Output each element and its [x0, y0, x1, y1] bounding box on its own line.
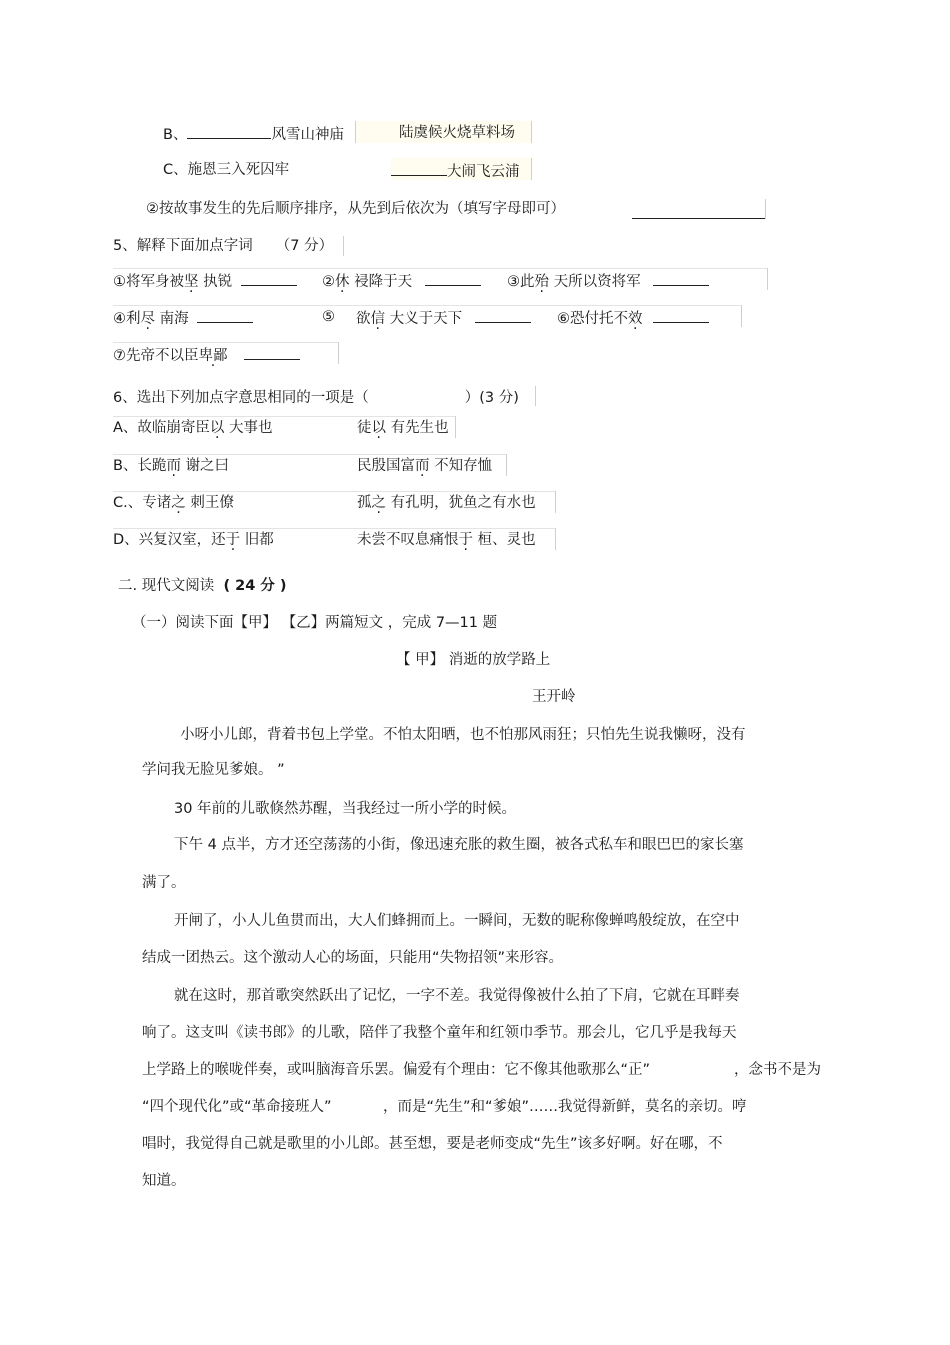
q5-item-1: ①将军身被坚 执锐: [113, 270, 297, 292]
section-title: 二. 现代文阅读 ( 24 分 ): [118, 578, 287, 594]
option-text: 施恩三入死囚牢: [187, 162, 290, 178]
table-border: [555, 528, 556, 550]
article-author: 王开岭: [532, 689, 576, 705]
q6-option-d: D、兴复汉室，还于 旧都: [113, 532, 274, 548]
table-border: [113, 305, 741, 306]
table-border: [113, 528, 555, 529]
q4-option-c: [163, 160, 289, 180]
q6-option-c-right: 孤之 有孔明，犹鱼之有水也: [357, 495, 536, 511]
q5-item-3: ③此殆 天所以资将军: [507, 270, 709, 292]
table-border: [531, 121, 532, 143]
article-paragraph: 响了。这支叫《读书郎》的儿歌，陪伴了我整个童年和红领巾季节。那会儿，它几乎是我每天: [142, 1025, 737, 1041]
article-paragraph: 下午 4 点半，方才还空荡荡的小街，像迅速充胀的救生圈，被各式私车和眼巴巴的家长塞: [174, 837, 744, 853]
q4-option-b-right: 陆虞候火烧草料场: [399, 125, 515, 141]
answer-blank[interactable]: [475, 307, 531, 323]
q6-option-a: A、故临崩寄臣以 大事也: [113, 420, 273, 436]
answer-blank[interactable]: [653, 270, 709, 286]
article-paragraph: 小呀小儿郎，背着书包上学堂。不怕太阳晒，也不怕那风雨狂；只怕先生说我懒呀，没有: [180, 727, 746, 743]
answer-blank[interactable]: [369, 386, 465, 402]
article-paragraph: 唱时，我觉得自己就是歌里的小儿郎。甚至想，要是老师变成“先生”该多好啊。好在哪，不: [142, 1136, 723, 1152]
q6-option-b: B、长跪而 谢之曰: [113, 458, 230, 474]
option-label: B、: [163, 127, 188, 143]
article-paragraph: 上学路上的喉咙伴奏，或叫脑海音乐罢。偏爱有个理由：它不像其他歌那么“正”: [142, 1062, 651, 1078]
article-title: 【 甲】 消逝的放学路上: [396, 652, 551, 668]
option-label: C、: [163, 162, 188, 178]
answer-blank[interactable]: [187, 123, 271, 139]
table-border: [113, 454, 506, 455]
table-border: [767, 268, 768, 290]
table-border: [113, 491, 555, 492]
q5-item-5-num: ⑤: [322, 309, 335, 325]
q5-item-4: ④利尽 南海: [113, 307, 253, 329]
table-border: [113, 268, 767, 269]
answer-blank[interactable]: [653, 307, 709, 323]
table-border: [535, 386, 536, 406]
article-paragraph: 知道。: [142, 1173, 186, 1189]
q4-order-prompt: ②按故事发生的先后顺序排序，从先到后依次为（填写字母即可）: [146, 201, 565, 217]
answer-blank[interactable]: [391, 160, 447, 176]
article-paragraph: 就在这时，那首歌突然跃出了记忆，一字不差。我觉得像被什么拍了下肩，它就在耳畔奏: [174, 988, 740, 1004]
q6-option-a-right: 徒以 有先生也: [357, 420, 449, 436]
q5-item-7: ⑦先帝不以臣卑鄙: [113, 344, 300, 366]
section-instruction: （一）阅读下面【甲】 【乙】两篇短文 ，完成 7—11 题: [132, 615, 498, 631]
table-border: [355, 121, 356, 143]
article-paragraph: ，而是“先生”和“爹娘”……我觉得新鲜，莫名的亲切。哼: [383, 1099, 747, 1115]
q6-option-d-right: 未尝不叹息痛恨于 桓、灵也: [357, 532, 536, 548]
answer-blank[interactable]: [244, 344, 300, 360]
table-border: [113, 342, 338, 343]
article-paragraph: 学问我无脸见爹娘。 ”: [142, 762, 285, 778]
answer-blank[interactable]: [632, 203, 765, 219]
article-paragraph: 结成一团热云。这个激动人心的场面，只能用“失物招领”来形容。: [142, 950, 564, 966]
q5-item-2: ②休 祲降于天: [322, 270, 481, 292]
q5-title: 5、解释下面加点字词 （7 分）: [113, 238, 334, 254]
table-border: [506, 454, 507, 476]
q4-option-b: [163, 123, 344, 145]
q6-option-b-right: 民殷国富而 不知存恤: [357, 458, 493, 474]
article-paragraph: 30 年前的儿歌倏然苏醒，当我经过一所小学的时候。: [174, 801, 517, 817]
table-border: [343, 236, 344, 256]
table-border: [455, 416, 456, 438]
table-border: [338, 342, 339, 364]
q6-title: 6、选出下列加点字意思相同的一项是（ ）(3 分): [113, 386, 519, 408]
option-text: 大闹飞云浦: [447, 164, 520, 180]
q6-option-c: C.、专诸之 刺王僚: [113, 495, 234, 511]
table-border: [113, 416, 455, 417]
answer-blank[interactable]: [241, 270, 297, 286]
article-paragraph: ，念书不是为: [734, 1062, 821, 1078]
table-border: [555, 491, 556, 513]
article-paragraph: 开闸了，小人儿鱼贯而出，大人们蜂拥而上。一瞬间，无数的昵称像蝉鸣般绽放，在空中: [174, 913, 740, 929]
table-border: [765, 199, 766, 219]
q4-option-c-right: [391, 160, 520, 182]
q5-item-6: ⑥恐付托不效: [557, 307, 709, 329]
q5-item-5: 欲信 大义于天下: [356, 307, 531, 329]
article-paragraph: 满了。: [142, 875, 186, 891]
table-border: [531, 158, 532, 180]
answer-blank[interactable]: [425, 270, 481, 286]
option-text: 风雪山神庙: [271, 127, 344, 143]
article-paragraph: “四个现代化”或“革命接班人”: [142, 1099, 332, 1115]
answer-blank[interactable]: [197, 307, 253, 323]
table-border: [741, 305, 742, 327]
